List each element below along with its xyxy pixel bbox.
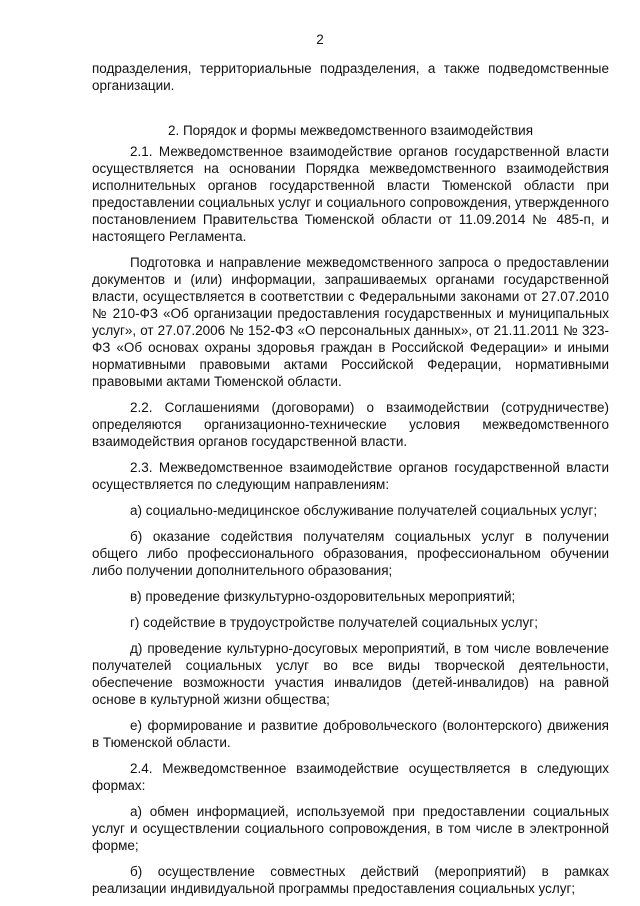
document-body (92, 60, 609, 906)
paragraph-2-3: 2.3. Межведомственное взаимодействие органов государственной власти осуществляется по следующим направлениям: (92, 460, 609, 492)
list-item-d: д) проведение культурно-досуговых мероприятий, в том числе вовлечение получателей социальных услуг во все виды творческой деятельности, обеспечение возможности участия инвалидов (детей-инвалидов) на равной основе в культурной жизни общества; (92, 641, 609, 707)
paragraph-2-4: 2.4. Межведомственное взаимодействие осуществляется в следующих формах: (92, 761, 609, 793)
list-item-b: б) оказание содействия получателям социальных услуг в получении общего либо профессионального образования, профессиональном обучении либо получении дополнительного образования; (92, 529, 609, 578)
list-item-a: а) социально-медицинское обслуживание получателей социальных услуг; (130, 503, 598, 518)
list-item-e: е) формирование и развитие добровольческого (волонтерского) движения в Тюменской области. (92, 718, 609, 750)
paragraph-2-1: 2.1. Межведомственное взаимодействие органов государственной власти осуществляется на основании Порядка межведомственного взаимодействия исполнительных органов государственной власти Тюменской области при предоставлении социальных услуг и социального сопровождения, утвержденного постановлением Правительства Тюменской области от 11.09.2014 № 485-п, и настоящего Регламента. (92, 144, 609, 244)
form-item-b: б) осуществление совместных действий (мероприятий) в рамках реализации индивидуальной программы предоставления социальных услуг; (92, 864, 609, 896)
list-item-g: г) содействие в трудоустройстве получателей социальных услуг; (130, 615, 538, 630)
form-item-a: а) обмен информацией, используемой при предоставлении социальных услуг и осуществлении социального сопровождения, в том числе в электронной форме; (92, 804, 609, 853)
section-heading: 2. Порядок и формы межведомственного взаимодействия (167, 123, 534, 138)
paragraph-request: Подготовка и направление межведомственного запроса о предоставлении документов и (или) информации, запрашиваемых органами государственной власти, осуществляется в соответствии с Федеральными законами от 27.07.2010 № 210-ФЗ «Об организации предоставления государственных и муниципальных услуг», от 27.07.2006 № 152-ФЗ «О персональных данных», от 21.11.2011 № 323-ФЗ «Об основах охраны здоровья граждан в Российской Федерации» и иными нормативными правовыми актами Российской Федерации, нормативными правовыми актами Тюменской области. (92, 255, 609, 389)
paragraph-continuation: подразделения, территориальные подразделения, а также подведомственные организации. (92, 61, 609, 93)
list-item-v: в) проведение физкультурно-оздоровительных мероприятий; (130, 589, 516, 604)
paragraph-2-2: 2.2. Соглашениями (договорами) о взаимодействии (сотрудничестве) определяются организационно-технические условия межведомственного взаимодействия органов государственной власти. (92, 400, 609, 449)
page-number: 2 (316, 32, 324, 47)
